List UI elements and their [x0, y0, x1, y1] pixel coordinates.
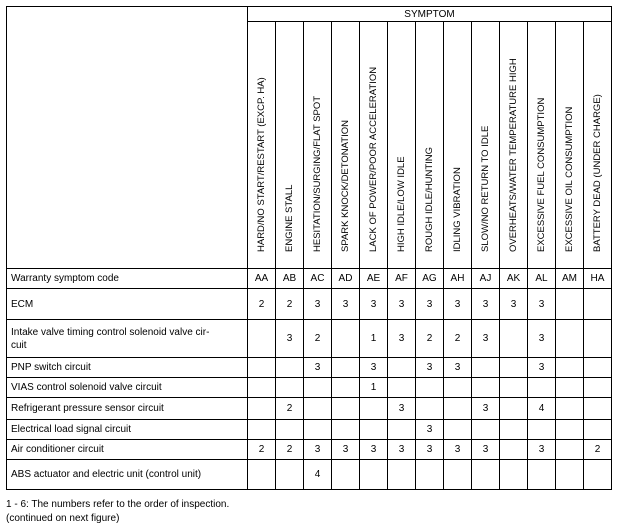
warranty-code-cell: AH	[444, 269, 472, 289]
inspection-order-cell: 3	[528, 358, 556, 378]
inspection-order-cell	[584, 460, 612, 490]
inspection-order-cell	[528, 378, 556, 398]
inspection-order-cell	[276, 460, 304, 490]
inspection-order-cell: 3	[388, 289, 416, 320]
warranty-code-cell: AL	[528, 269, 556, 289]
warranty-code-cell: AG	[416, 269, 444, 289]
inspection-order-cell: 3	[332, 289, 360, 320]
inspection-order-cell	[584, 358, 612, 378]
inspection-order-cell	[248, 378, 276, 398]
inspection-order-cell	[388, 358, 416, 378]
inspection-order-cell: 2	[248, 440, 276, 460]
symptom-column-header	[472, 22, 500, 269]
inspection-order-cell	[388, 378, 416, 398]
inspection-order-cell: 2	[276, 440, 304, 460]
symptom-column-header	[360, 22, 388, 269]
inspection-order-cell	[416, 398, 444, 420]
row-label: ECM	[7, 289, 248, 320]
inspection-order-cell	[556, 378, 584, 398]
inspection-order-cell	[276, 358, 304, 378]
warranty-code-cell: AD	[332, 269, 360, 289]
warranty-code-cell: AJ	[472, 269, 500, 289]
inspection-order-cell: 3	[360, 440, 388, 460]
inspection-order-cell	[500, 460, 528, 490]
inspection-order-cell	[304, 398, 332, 420]
inspection-order-cell: 3	[304, 440, 332, 460]
footnote-order: 1 - 6: The numbers refer to the order of inspection.	[6, 499, 230, 510]
inspection-order-cell	[584, 378, 612, 398]
warranty-code-cell: AK	[500, 269, 528, 289]
warranty-code-cell: HA	[584, 269, 612, 289]
inspection-order-cell	[584, 320, 612, 358]
inspection-order-cell: 2	[304, 320, 332, 358]
inspection-order-cell	[388, 420, 416, 440]
inspection-order-cell	[556, 460, 584, 490]
inspection-order-cell: 3	[388, 440, 416, 460]
inspection-order-cell	[584, 289, 612, 320]
symptom-matrix-table	[6, 6, 612, 490]
symptom-name: OVERHEATS/WATER TEMPERATURE HIGH	[507, 58, 519, 252]
symptom-name: ROUGH IDLE/HUNTING	[423, 146, 435, 252]
inspection-order-cell	[248, 320, 276, 358]
inspection-order-cell	[304, 378, 332, 398]
inspection-order-cell: 3	[472, 320, 500, 358]
inspection-order-cell: 3	[416, 440, 444, 460]
inspection-order-cell: 3	[500, 289, 528, 320]
inspection-order-cell	[472, 378, 500, 398]
symptom-column-header	[444, 22, 472, 269]
table-row	[7, 460, 612, 490]
inspection-order-cell	[444, 460, 472, 490]
inspection-order-cell: 3	[304, 289, 332, 320]
inspection-order-cell: 3	[360, 358, 388, 378]
inspection-order-cell	[332, 420, 360, 440]
inspection-order-cell	[528, 460, 556, 490]
row-label: ABS actuator and electric unit (control unit)	[7, 460, 248, 490]
inspection-order-cell	[248, 358, 276, 378]
warranty-code-cell: AB	[276, 269, 304, 289]
inspection-order-cell	[500, 320, 528, 358]
inspection-order-cell	[416, 460, 444, 490]
table-row	[7, 358, 612, 378]
inspection-order-cell	[500, 358, 528, 378]
corner-cell	[7, 7, 248, 269]
inspection-order-cell	[388, 460, 416, 490]
inspection-order-cell: 3	[472, 398, 500, 420]
inspection-order-cell	[276, 378, 304, 398]
inspection-order-cell: 3	[444, 358, 472, 378]
inspection-order-cell	[332, 378, 360, 398]
symptom-column-header	[528, 22, 556, 269]
inspection-order-cell	[332, 398, 360, 420]
inspection-order-cell: 1	[360, 378, 388, 398]
table-row	[7, 378, 612, 398]
inspection-order-cell: 3	[444, 440, 472, 460]
inspection-order-cell	[584, 420, 612, 440]
inspection-order-cell	[556, 289, 584, 320]
symptom-name: EXCESSIVE FUEL CONSUMPTION	[535, 97, 547, 252]
inspection-order-cell: 3	[332, 440, 360, 460]
table-row	[7, 440, 612, 460]
row-label: PNP switch circuit	[7, 358, 248, 378]
inspection-order-cell: 3	[388, 398, 416, 420]
inspection-order-cell	[444, 398, 472, 420]
symptom-column-header	[304, 22, 332, 269]
row-label: VIAS control solenoid valve circuit	[7, 378, 248, 398]
inspection-order-cell	[528, 420, 556, 440]
table-row	[7, 289, 612, 320]
inspection-order-cell	[248, 398, 276, 420]
inspection-order-cell	[332, 460, 360, 490]
inspection-order-cell: 3	[444, 289, 472, 320]
symptom-name: SPARK KNOCK/DETONATION	[339, 120, 351, 252]
inspection-order-cell: 2	[276, 289, 304, 320]
symptom-column-header	[248, 22, 276, 269]
table-body	[7, 269, 612, 490]
row-label: Intake valve timing control solenoid valve cir- cuit	[7, 320, 248, 358]
inspection-order-cell	[556, 358, 584, 378]
inspection-order-cell	[332, 358, 360, 378]
row-label: Warranty symptom code	[7, 269, 248, 289]
table-row	[7, 320, 612, 358]
inspection-order-cell: 3	[528, 440, 556, 460]
inspection-order-cell	[556, 398, 584, 420]
warranty-code-row	[7, 269, 612, 289]
inspection-order-cell: 2	[276, 398, 304, 420]
inspection-order-cell: 4	[528, 398, 556, 420]
symptom-name: BATTERY DEAD (UNDER CHARGE)	[591, 94, 603, 252]
inspection-order-cell	[500, 440, 528, 460]
warranty-code-cell: AF	[388, 269, 416, 289]
inspection-order-cell: 3	[360, 289, 388, 320]
symptom-name: IDLING VIBRATION	[451, 167, 463, 252]
warranty-code-cell: AA	[248, 269, 276, 289]
inspection-order-cell	[248, 420, 276, 440]
inspection-order-cell	[584, 398, 612, 420]
inspection-order-cell	[556, 320, 584, 358]
symptom-name: SLOW/NO RETURN TO IDLE	[479, 125, 491, 252]
warranty-code-cell: AC	[304, 269, 332, 289]
inspection-order-cell: 3	[528, 289, 556, 320]
inspection-order-cell	[444, 420, 472, 440]
inspection-order-cell	[500, 420, 528, 440]
inspection-order-cell	[276, 420, 304, 440]
inspection-order-cell: 4	[304, 460, 332, 490]
symptom-column-header	[276, 22, 304, 269]
inspection-order-cell: 3	[276, 320, 304, 358]
inspection-order-cell: 2	[444, 320, 472, 358]
symptom-column-header	[584, 22, 612, 269]
inspection-order-cell	[360, 460, 388, 490]
inspection-order-cell: 2	[584, 440, 612, 460]
inspection-order-cell: 3	[416, 420, 444, 440]
inspection-order-cell: 3	[472, 440, 500, 460]
inspection-order-cell	[416, 378, 444, 398]
warranty-code-cell: AE	[360, 269, 388, 289]
symptom-name: LACK OF POWER/POOR ACCELERATION	[367, 66, 379, 252]
inspection-order-cell	[500, 378, 528, 398]
inspection-order-cell	[248, 460, 276, 490]
inspection-order-cell: 3	[528, 320, 556, 358]
inspection-order-cell	[556, 420, 584, 440]
footnote-continued: (continued on next figure)	[6, 513, 120, 524]
symptom-column-header	[332, 22, 360, 269]
symptom-name: EXCESSIVE OIL CONSUMPTION	[563, 106, 575, 252]
symptom-name: ENGINE STALL	[283, 184, 295, 252]
inspection-order-cell: 3	[304, 358, 332, 378]
symptom-column-header	[388, 22, 416, 269]
inspection-order-cell: 3	[388, 320, 416, 358]
symptom-column-header	[416, 22, 444, 269]
inspection-order-cell	[556, 440, 584, 460]
inspection-order-cell: 2	[248, 289, 276, 320]
warranty-code-cell: AM	[556, 269, 584, 289]
symptom-name: HESITATION/SURGING/FLAT SPOT	[311, 95, 323, 252]
inspection-order-cell	[332, 320, 360, 358]
symptom-column-header	[556, 22, 584, 269]
inspection-order-cell: 3	[472, 289, 500, 320]
symptom-header: SYMPTOM	[248, 7, 612, 22]
symptom-column-header	[500, 22, 528, 269]
inspection-order-cell: 3	[416, 358, 444, 378]
table-row	[7, 398, 612, 420]
inspection-order-cell	[304, 420, 332, 440]
inspection-order-cell	[472, 358, 500, 378]
inspection-order-cell: 2	[416, 320, 444, 358]
symptom-name: HARD/NO START/RESTART (EXCP. HA)	[255, 77, 267, 252]
inspection-order-cell	[500, 398, 528, 420]
row-label: Refrigerant pressure sensor circuit	[7, 398, 248, 420]
inspection-order-cell	[360, 398, 388, 420]
row-label: Air conditioner circuit	[7, 440, 248, 460]
inspection-order-cell	[444, 378, 472, 398]
inspection-order-cell	[360, 420, 388, 440]
inspection-order-cell	[472, 460, 500, 490]
inspection-order-cell	[472, 420, 500, 440]
row-label: Electrical load signal circuit	[7, 420, 248, 440]
inspection-order-cell: 3	[416, 289, 444, 320]
inspection-order-cell: 1	[360, 320, 388, 358]
symptom-name: HIGH IDLE/LOW IDLE	[395, 156, 407, 252]
table-row	[7, 420, 612, 440]
